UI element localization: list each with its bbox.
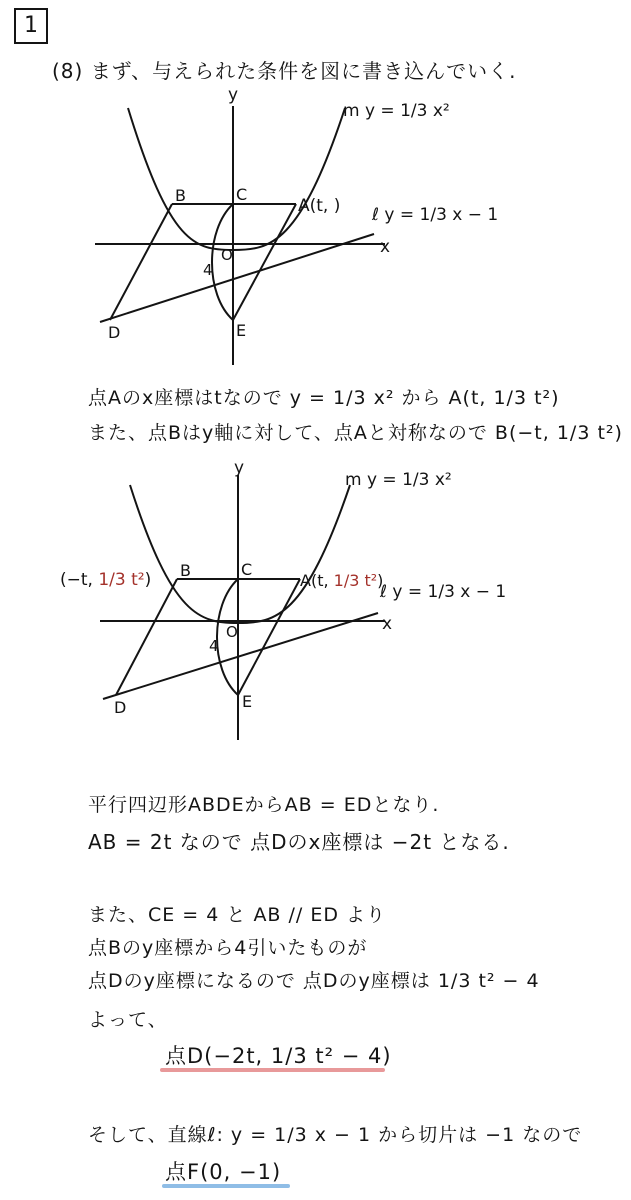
para1-line2: また、点Bはy軸に対して、点Aと対称なので B(−t, 1/3 t²) (88, 422, 623, 444)
fig2-label-o: O (226, 623, 238, 641)
para2-line1: 平行四辺形ABDEからAB = EDとなり. (88, 794, 440, 816)
intro-text: (8) まず、与えられた条件を図に書き込んでいく. (52, 59, 517, 83)
fig2-segment-bd (116, 579, 177, 695)
fig2-segment-ae (238, 579, 300, 695)
fig1-label-a: A(t, ) (298, 196, 341, 216)
fig2-label-l: ℓ y = 1/3 x − 1 (380, 582, 507, 602)
fig1-label-c: C (236, 185, 248, 204)
para3-line4: よって、 (88, 1009, 168, 1031)
fig1-line-l (100, 234, 374, 322)
answer-f-underline (162, 1184, 290, 1188)
para2-line2: AB = 2t なので 点Dのx座標は −2t となる. (88, 830, 510, 854)
para1-line1: 点Aのx座標はtなので y = 1/3 x² から A(t, 1/3 t²) (88, 387, 560, 409)
fig2-label-b-coord: (−t, 1/3 t²) (60, 570, 152, 590)
fig2-b-y-value: 1/3 t² (98, 570, 145, 590)
fig1-label-y: y (228, 85, 239, 105)
fig2-parabola (130, 485, 350, 623)
fig1-label-d: D (108, 323, 121, 342)
fig1-label-b: B (175, 186, 186, 205)
fig2-label-y: y (234, 458, 245, 478)
fig2-label-a: A(t, 1/3 t²) (300, 571, 384, 590)
fig1-label-4: 4 (203, 261, 213, 279)
fig1-label-o: O (221, 246, 233, 264)
fig2-label-x: x (382, 614, 393, 634)
answer-f: 点F(0, −1) (165, 1160, 282, 1184)
fig1-label-e: E (236, 321, 247, 340)
fig1-label-l: ℓ y = 1/3 x − 1 (372, 205, 499, 225)
answer-d-underline (160, 1068, 385, 1072)
fig2-label-c: C (241, 560, 253, 579)
para3-line1: また、CE = 4 と AB // ED より (88, 904, 387, 926)
fig2-label-e: E (242, 692, 253, 711)
para4-line1: そして、直線ℓ: y = 1/3 x − 1 から切片は −1 なので (88, 1124, 583, 1146)
para3-line3: 点Dのy座標になるので 点Dのy座標は 1/3 t² − 4 (88, 970, 540, 992)
fig2-label-d: D (114, 698, 127, 717)
problem-number: 1 (24, 13, 38, 38)
problem-number-box (14, 8, 48, 44)
fig1-parabola (128, 108, 345, 250)
fig2-a-y-value: 1/3 t² (333, 571, 378, 590)
fig1-label-x: x (380, 237, 391, 257)
figure-1 (0, 80, 631, 380)
figure-2 (0, 455, 631, 755)
fig2-label-4: 4 (209, 637, 219, 655)
fig1-label-m: m y = 1/3 x² (343, 101, 450, 121)
fig2-line-l (103, 613, 378, 699)
para3-line2: 点Bのy座標から4引いたものが (88, 937, 368, 959)
fig2-label-m: m y = 1/3 x² (345, 470, 452, 490)
answer-d: 点D(−2t, 1/3 t² − 4) (165, 1044, 392, 1068)
fig2-label-b: B (180, 561, 191, 580)
